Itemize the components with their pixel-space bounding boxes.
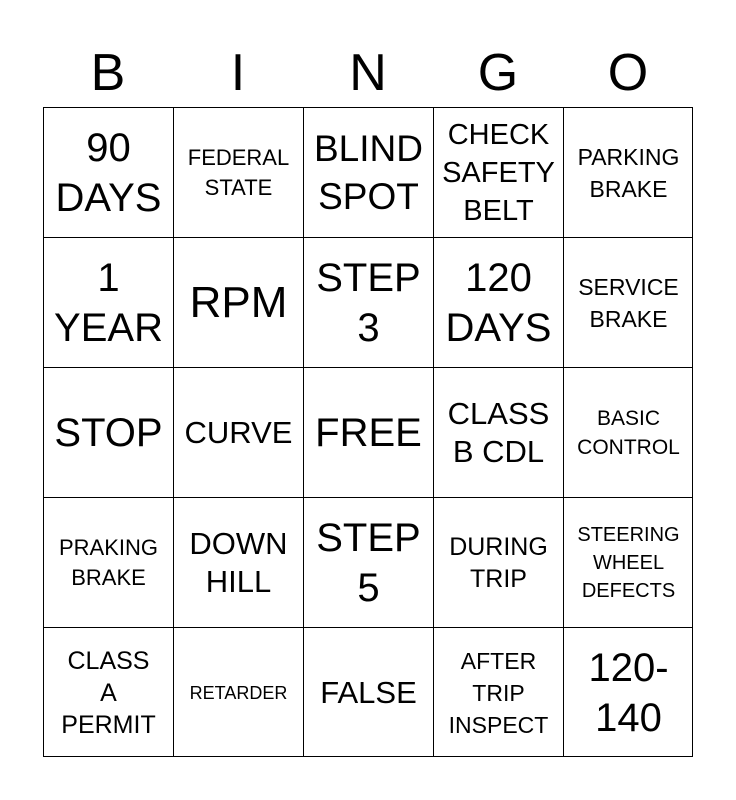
bingo-cell-text: BLIND SPOT	[314, 127, 423, 217]
bingo-cell-text: STEERING WHEEL DEFECTS	[577, 523, 680, 602]
bingo-cell[interactable]	[563, 107, 693, 237]
bingo-cell[interactable]	[563, 367, 693, 497]
bingo-cell[interactable]	[303, 107, 433, 237]
bingo-card-grid	[43, 107, 693, 757]
bingo-cell[interactable]	[433, 107, 563, 237]
bingo-cell-text: CLASS A PERMIT	[61, 646, 156, 739]
bingo-cell[interactable]	[43, 107, 173, 237]
bingo-cell[interactable]	[303, 367, 433, 497]
bingo-cell[interactable]	[43, 627, 173, 757]
bingo-cell[interactable]	[43, 237, 173, 367]
bingo-cell-text: BASIC CONTROL	[577, 406, 680, 459]
header-letter-b: B	[90, 44, 126, 102]
bingo-cell-text: RPM	[189, 277, 288, 327]
bingo-cell-text: CLASS B CDL	[447, 395, 550, 469]
bingo-cell[interactable]	[563, 237, 693, 367]
bingo-cell[interactable]	[563, 627, 693, 757]
bingo-cell[interactable]	[173, 367, 303, 497]
bingo-cell-text: 90 DAYS	[55, 125, 162, 220]
bingo-cell-text: RETARDER	[189, 682, 288, 703]
bingo-cell-text: 1 YEAR	[54, 255, 163, 350]
header-letter-i: I	[230, 44, 246, 102]
bingo-cell-text: 120 DAYS	[445, 255, 552, 350]
bingo-cell-text: STOP	[54, 410, 163, 455]
bingo-header	[43, 40, 693, 106]
bingo-cell-text: FALSE	[320, 674, 417, 710]
bingo-cell-text: CURVE	[184, 414, 293, 450]
bingo-cell-text: SERVICE BRAKE	[578, 273, 679, 332]
bingo-cell-text: FREE	[315, 410, 422, 455]
bingo-cell[interactable]	[433, 237, 563, 367]
bingo-cell[interactable]	[43, 367, 173, 497]
header-letter-n: N	[349, 44, 387, 102]
bingo-cell[interactable]	[173, 237, 303, 367]
bingo-cell[interactable]	[303, 627, 433, 757]
bingo-cell-text: DOWN HILL	[189, 525, 288, 599]
header-letter-o: O	[607, 44, 649, 102]
bingo-cell[interactable]	[173, 107, 303, 237]
header-letter-g: G	[477, 44, 519, 102]
bingo-cell-text: AFTER TRIP INSPECT	[448, 647, 549, 738]
bingo-cell[interactable]	[433, 627, 563, 757]
bingo-cell-text: PRAKING BRAKE	[58, 534, 159, 590]
bingo-cell[interactable]	[433, 367, 563, 497]
bingo-cell[interactable]	[563, 497, 693, 627]
bingo-cell[interactable]	[173, 627, 303, 757]
bingo-cell[interactable]	[433, 497, 563, 627]
bingo-cell[interactable]	[303, 237, 433, 367]
bingo-cell-text: PARKING BRAKE	[577, 143, 680, 202]
bingo-cell-text: 120- 140	[588, 645, 669, 740]
bingo-cell-text: FEDERAL STATE	[187, 144, 290, 200]
bingo-cell[interactable]	[303, 497, 433, 627]
bingo-cell-text: STEP 5	[316, 515, 421, 610]
bingo-cell-text: CHECK SAFETY BELT	[442, 118, 555, 227]
bingo-cell[interactable]	[173, 497, 303, 627]
bingo-cell-text: DURING TRIP	[449, 532, 548, 593]
bingo-cell-text: STEP 3	[316, 255, 421, 350]
bingo-cell[interactable]	[43, 497, 173, 627]
